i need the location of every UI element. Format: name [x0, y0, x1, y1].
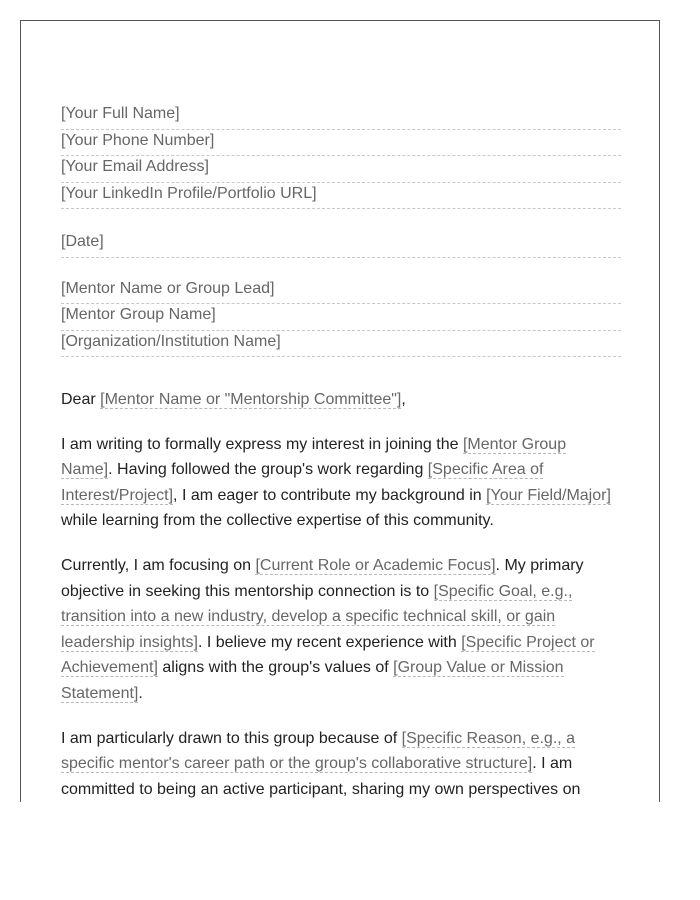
sender-linkedin-field[interactable]: [Your LinkedIn Profile/Portfolio URL] — [61, 183, 621, 210]
paragraph-intro — [61, 432, 621, 534]
text: I am particularly drawn to this group because of — [61, 729, 402, 747]
sender-phone-field[interactable]: [Your Phone Number] — [61, 130, 621, 157]
date-block — [61, 231, 621, 258]
paragraph-reason — [61, 726, 621, 802]
text: Currently, I am focusing on — [61, 556, 256, 574]
text: . My primary objective in seeking this mentorship connection is to — [61, 556, 584, 600]
recipient-block — [61, 278, 621, 358]
letter-content — [61, 103, 621, 802]
mentor-group-name-placeholder[interactable]: [Mentor Group Name] — [61, 435, 567, 479]
specific-reason-placeholder[interactable]: [Specific Reason, e.g., a specific mentor's career path or the group's collaborative structure] — [61, 729, 576, 773]
text: , I am eager to contribute my background in — [173, 486, 487, 504]
text: . — [138, 684, 143, 702]
salutation-suffix: , — [401, 391, 406, 408]
recipient-organization-field[interactable]: [Organization/Institution Name] — [61, 331, 621, 358]
letter-page — [20, 20, 660, 802]
sender-block — [61, 103, 621, 209]
field-major-placeholder[interactable]: [Your Field/Major] — [486, 486, 611, 504]
salutation-prefix: Dear — [61, 391, 101, 408]
recipient-group-name-field[interactable]: [Mentor Group Name] — [61, 304, 621, 331]
salutation-name-placeholder[interactable]: [Mentor Name or "Mentorship Committee"] — [100, 391, 402, 408]
sender-email-field[interactable]: [Your Email Address] — [61, 156, 621, 183]
salutation — [61, 387, 621, 413]
spacer — [61, 209, 621, 231]
recipient-mentor-name-field[interactable]: [Mentor Name or Group Lead] — [61, 278, 621, 305]
group-value-placeholder[interactable]: [Group Value or Mission Statement] — [61, 659, 564, 702]
text: . I am committed to being an active participant, sharing my own perspectives on — [61, 755, 581, 798]
area-of-interest-placeholder[interactable]: [Specific Area of Interest/Project] — [61, 461, 544, 504]
text: . I believe my recent experience with — [197, 633, 462, 651]
date-field[interactable]: [Date] — [61, 231, 621, 258]
text: . Having followed the group's work regarding — [108, 461, 428, 479]
current-role-placeholder[interactable]: [Current Role or Academic Focus] — [255, 556, 496, 574]
sender-full-name-field[interactable]: [Your Full Name] — [61, 103, 621, 130]
paragraph-focus — [61, 553, 621, 707]
spacer — [61, 258, 621, 278]
project-achievement-placeholder[interactable]: [Specific Project or Achievement] — [61, 633, 595, 677]
text: while learning from the collective expertise of this community. — [61, 512, 494, 530]
specific-goal-placeholder[interactable]: [Specific Goal, e.g., transition into a new industry, develop a specific technical skill, or gain leadership insights] — [61, 582, 573, 651]
text: aligns with the group's values of — [157, 659, 394, 677]
text: I am writing to formally express my interest in joining the — [61, 435, 463, 453]
